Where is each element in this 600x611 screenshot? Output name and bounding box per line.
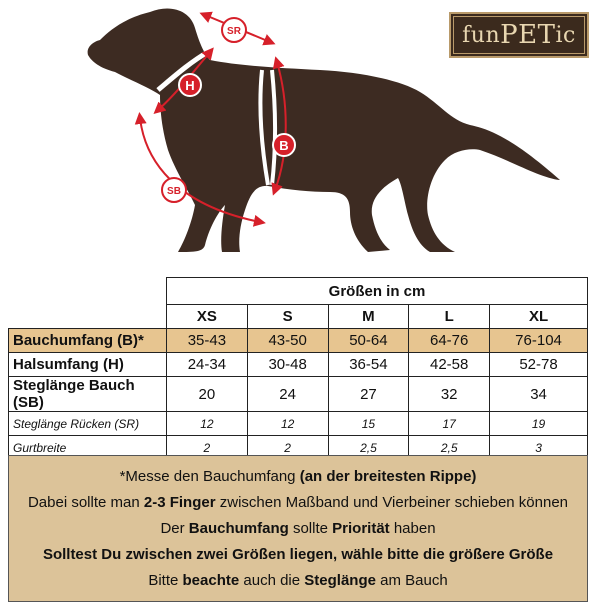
note-text: zwischen Maßband und Vierbeiner schieben können xyxy=(215,493,569,511)
note-emphasis: 2-3 Finger xyxy=(143,493,216,511)
cell: 12 xyxy=(247,412,328,436)
note-text: *Messe den Bauchumfang xyxy=(119,467,300,485)
cell: 2,5 xyxy=(328,436,409,460)
cell: 17 xyxy=(409,412,490,436)
label-b: B xyxy=(279,138,289,153)
table-row xyxy=(9,377,588,412)
cell: 36-54 xyxy=(328,353,409,377)
note-emphasis: Steglänge xyxy=(304,571,376,589)
cell: 15 xyxy=(328,412,409,436)
logo-part2: PET xyxy=(500,20,556,50)
cell: 34 xyxy=(490,377,588,412)
note-line-5 xyxy=(148,571,447,591)
cell: 12 xyxy=(167,412,248,436)
cell: 2,5 xyxy=(409,436,490,460)
cell: 76-104 xyxy=(490,329,588,353)
label-sr: SR xyxy=(227,26,241,37)
note-text: haben xyxy=(389,519,436,537)
note-emphasis: Solltest Du zwischen zwei Größen liegen, wähle bitte die größere Größe xyxy=(42,545,554,563)
size-s: S xyxy=(247,305,328,329)
table-row xyxy=(9,329,588,353)
note-emphasis: Bauchumfang xyxy=(188,519,289,537)
cell: 52-78 xyxy=(490,353,588,377)
row-label: Halsumfang (H) xyxy=(9,353,167,377)
label-h: H xyxy=(185,78,195,93)
cell: 20 xyxy=(167,377,248,412)
note-emphasis: beachte xyxy=(182,571,240,589)
cell: 27 xyxy=(328,377,409,412)
cell: 24-34 xyxy=(167,353,248,377)
note-line-3 xyxy=(160,519,435,539)
label-sb: SB xyxy=(167,186,181,197)
table-title: Größen in cm xyxy=(167,278,588,305)
size-l: L xyxy=(409,305,490,329)
note-text: auch die xyxy=(239,571,305,589)
cell: 2 xyxy=(247,436,328,460)
size-table xyxy=(8,277,588,460)
notes-box xyxy=(8,455,588,602)
note-text: Der xyxy=(160,519,189,537)
cell: 3 xyxy=(490,436,588,460)
logo-part1: fun xyxy=(462,22,501,48)
logo-part3: ic xyxy=(555,22,576,48)
cell: 2 xyxy=(167,436,248,460)
note-text: Bitte xyxy=(148,571,183,589)
cell: 32 xyxy=(409,377,490,412)
table-row xyxy=(9,412,588,436)
table-row xyxy=(9,353,588,377)
cell: 64-76 xyxy=(409,329,490,353)
row-label: Steglänge Rücken (SR) xyxy=(9,412,167,436)
note-text: am Bauch xyxy=(375,571,448,589)
note-line-4 xyxy=(43,545,553,565)
note-emphasis: Priorität xyxy=(332,519,390,537)
cell: 19 xyxy=(490,412,588,436)
note-text: Dabei sollte man xyxy=(27,493,144,511)
cell: 35-43 xyxy=(167,329,248,353)
size-m: M xyxy=(328,305,409,329)
note-emphasis: (an der breitesten Rippe) xyxy=(299,467,477,485)
brand-logo xyxy=(449,12,589,58)
note-line-2 xyxy=(28,493,568,513)
row-label: Steglänge Bauch (SB) xyxy=(9,377,167,412)
note-line-1 xyxy=(120,467,477,487)
size-xs: XS xyxy=(167,305,248,329)
row-label: Gurtbreite xyxy=(9,436,167,460)
cell: 42-58 xyxy=(409,353,490,377)
cell: 50-64 xyxy=(328,329,409,353)
cell: 30-48 xyxy=(247,353,328,377)
cell: 43-50 xyxy=(247,329,328,353)
row-label: Bauchumfang (B)* xyxy=(9,329,167,353)
note-text: sollte xyxy=(288,519,333,537)
size-xl: XL xyxy=(490,305,588,329)
cell: 24 xyxy=(247,377,328,412)
